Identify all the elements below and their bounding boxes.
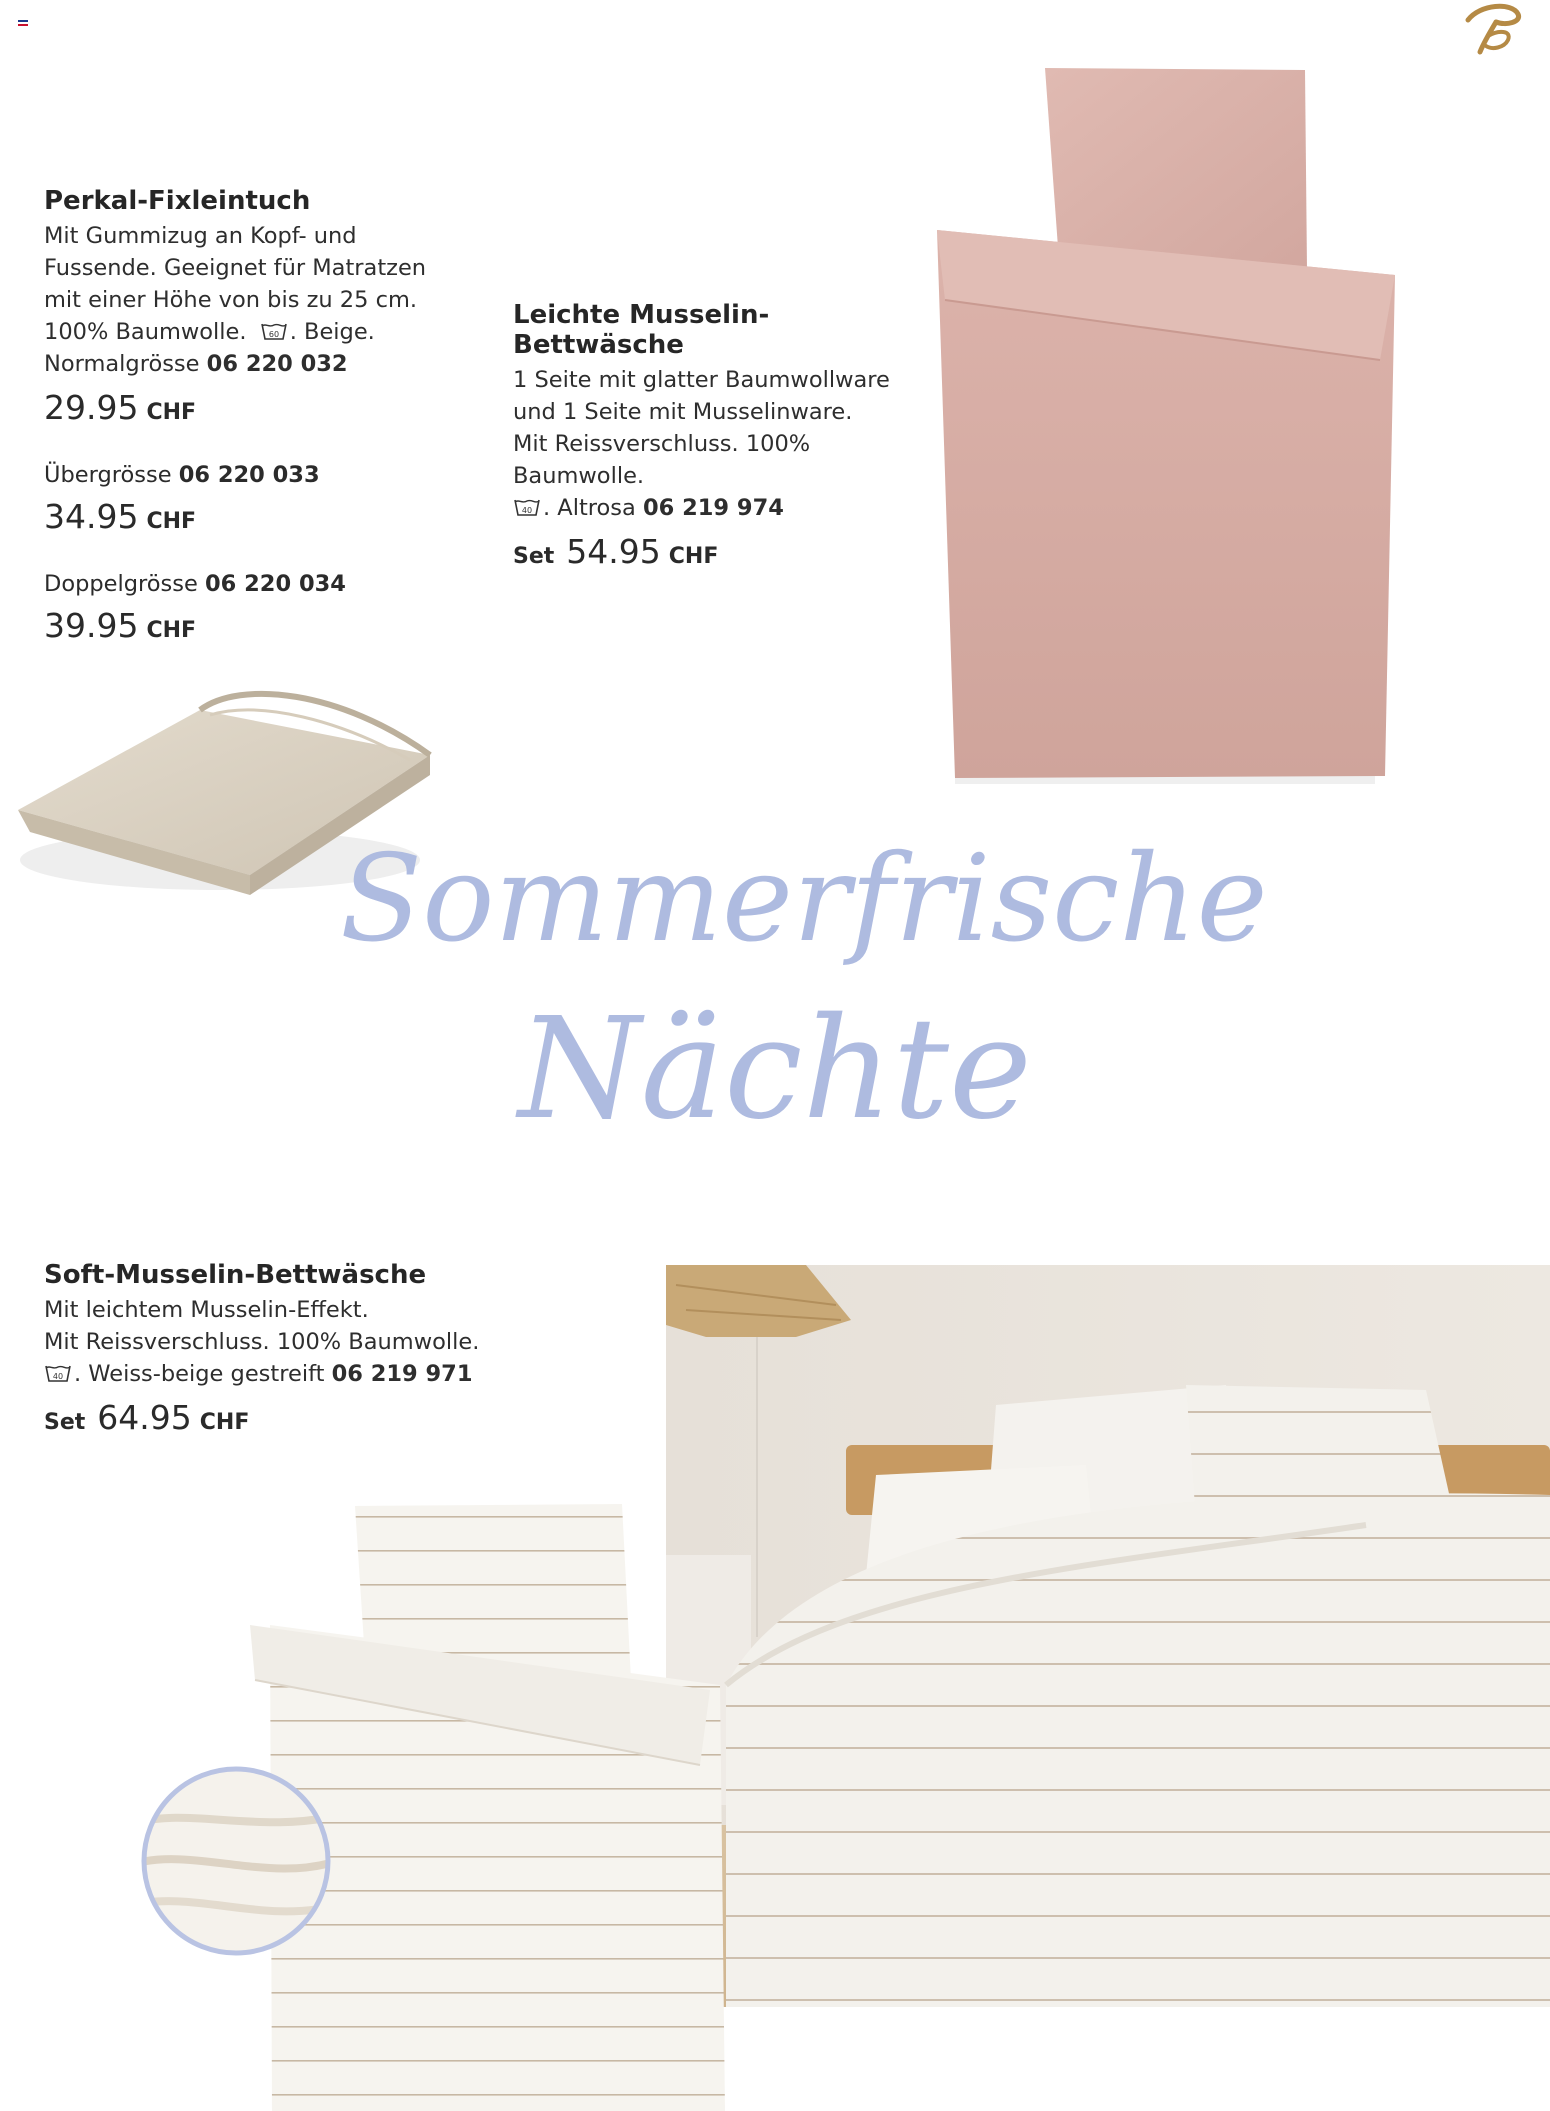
desc-line	[513, 492, 933, 524]
desc-line: Fussende. Geeignet für Matratzen	[44, 255, 427, 281]
wash-temperature: 40	[52, 1372, 64, 1381]
color-text: . Altrosa	[543, 495, 636, 521]
size-label: Übergrösse	[44, 462, 172, 488]
wash-40-icon	[44, 1363, 72, 1383]
currency: CHF	[146, 618, 197, 643]
desc-line	[44, 316, 464, 348]
price	[44, 495, 464, 544]
desc-line	[44, 1358, 604, 1390]
size-line	[44, 459, 464, 491]
price-value: 54.95	[566, 532, 661, 571]
currency: CHF	[146, 400, 197, 425]
product-title: Leichte Musselin-Bettwäsche	[513, 300, 770, 360]
product-description	[44, 1294, 604, 1390]
desc-line: Mit Gummizug an Kopf- und	[44, 223, 357, 249]
wash-40-icon	[513, 497, 541, 517]
desc-line: Mit leichtem Musselin-Effekt.	[44, 1297, 369, 1323]
language-flag-icon[interactable]	[18, 20, 28, 26]
size-line	[44, 568, 464, 600]
product-leichte-musselin-bettwaesche	[513, 300, 933, 579]
article-code: 06 219 971	[331, 1361, 473, 1387]
price-value: 64.95	[97, 1398, 192, 1437]
wash-temperature: 40	[521, 506, 533, 515]
rose-bedding-image	[925, 60, 1415, 790]
color-text: . Weiss-beige gestreift	[74, 1361, 325, 1387]
price	[44, 604, 464, 653]
size-label: Doppelgrösse	[44, 571, 198, 597]
product-soft-musselin-bettwaesche	[44, 1260, 604, 1445]
tchibo-coffee-logo-icon	[1462, 0, 1524, 58]
wash-temperature: 60	[268, 330, 279, 339]
wash-60-icon	[260, 321, 288, 341]
currency: CHF	[199, 1410, 250, 1435]
material-text: 100% Baumwolle.	[44, 319, 247, 345]
currency: CHF	[146, 509, 197, 534]
price	[513, 530, 933, 579]
set-label: Set	[44, 1410, 86, 1435]
desc-line: und 1 Seite mit Musselinware.	[513, 399, 853, 425]
fabric-closeup-image	[140, 1765, 332, 1957]
size-line	[44, 348, 464, 380]
product-description	[44, 220, 464, 380]
product-description	[513, 364, 933, 524]
price-value: 39.95	[44, 606, 139, 645]
set-label: Set	[513, 544, 555, 569]
headline-line1: Sommerfrische	[340, 830, 1268, 969]
price	[44, 1396, 604, 1445]
price-value: 34.95	[44, 497, 139, 536]
desc-line: Mit Reissverschluss. 100% Baumwolle.	[44, 1329, 480, 1355]
bedroom-photo	[666, 1265, 1550, 2007]
desc-line: Mit Reissverschluss. 100% Baumwolle.	[513, 431, 811, 489]
desc-line: mit einer Höhe von bis zu 25 cm.	[44, 287, 418, 313]
currency: CHF	[668, 544, 719, 569]
article-code: 06 220 032	[206, 351, 348, 377]
article-code: 06 220 033	[178, 462, 320, 488]
product-title: Perkal-Fixleintuch	[44, 186, 311, 216]
headline-line2: Nächte	[518, 988, 1032, 1151]
desc-line: 1 Seite mit glatter Baumwollware	[513, 367, 890, 393]
article-code: 06 219 974	[642, 495, 784, 521]
product-perkal-fixleintuch	[44, 186, 464, 653]
size-label: Normalgrösse	[44, 351, 200, 377]
product-title: Soft-Musselin-Bettwäsche	[44, 1260, 427, 1290]
article-code: 06 220 034	[205, 571, 346, 597]
price-value: 29.95	[44, 388, 139, 427]
color-text: . Beige.	[289, 319, 375, 345]
price	[44, 386, 464, 435]
